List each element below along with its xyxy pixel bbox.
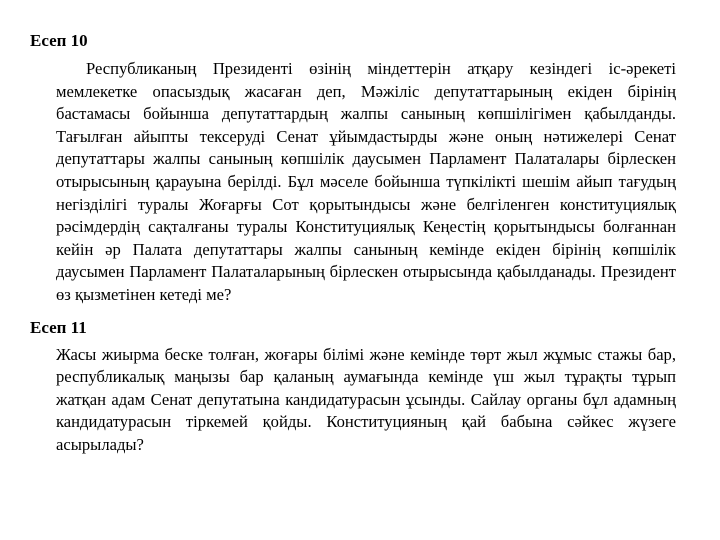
task-10	[30, 30, 678, 307]
document-page	[30, 30, 678, 457]
task-11-heading: Есеп 11	[30, 317, 87, 337]
task-10-text: Республиканың Президенті өзінің міндеттерін атқару кезіндегі іс-әрекеті мемлекетке опасыздық жасаған деп, Мәжіліс депутаттарының екіден бірінің бастамасы бойынша депутаттардың жалпы санының көпшілігімен қабылданды. Тағылған айыпты тексеруді Сенат ұйымдастырды және оның нәтижелері Сенат депутаттары жалпы санының көпшілік даусымен Парламент Палаталары бірлескен отырысының қарауына берілді. Бұл мәселе бойынша түпкілікті шешім айып тағудың негізділігі туралы Жоғарғы Сот қорытындысы және белгіленген конституциялық рәсімдердің сақталғаны туралы Конституциялық Кеңестің қорытындысы болғаннан кейін әр Палата депутаттары жалпы санының кемінде екіден бірінің көпшілік даусымен Парламент Палаталарының бірлескен отырысында қабылданады. Президент өз қызметінен кетеді ме?	[56, 59, 676, 304]
task-11-text: Жасы жиырма беске толған, жоғары білімі және кемінде төрт жыл жұмыс стажы бар, республикалық маңызы бар қаланың аумағында кемінде үш жыл тұрақты тұрып жатқан адам Сенат депутатына кандидатурасын ұсынды. Сайлау органы бұл адамның кандидатурасын тіркемей қойды. Конституцияның қай бабына сәйкес жүзеге асырылады?	[56, 344, 676, 454]
task-11	[30, 317, 678, 457]
task-10-heading: Есеп 10	[30, 31, 88, 50]
